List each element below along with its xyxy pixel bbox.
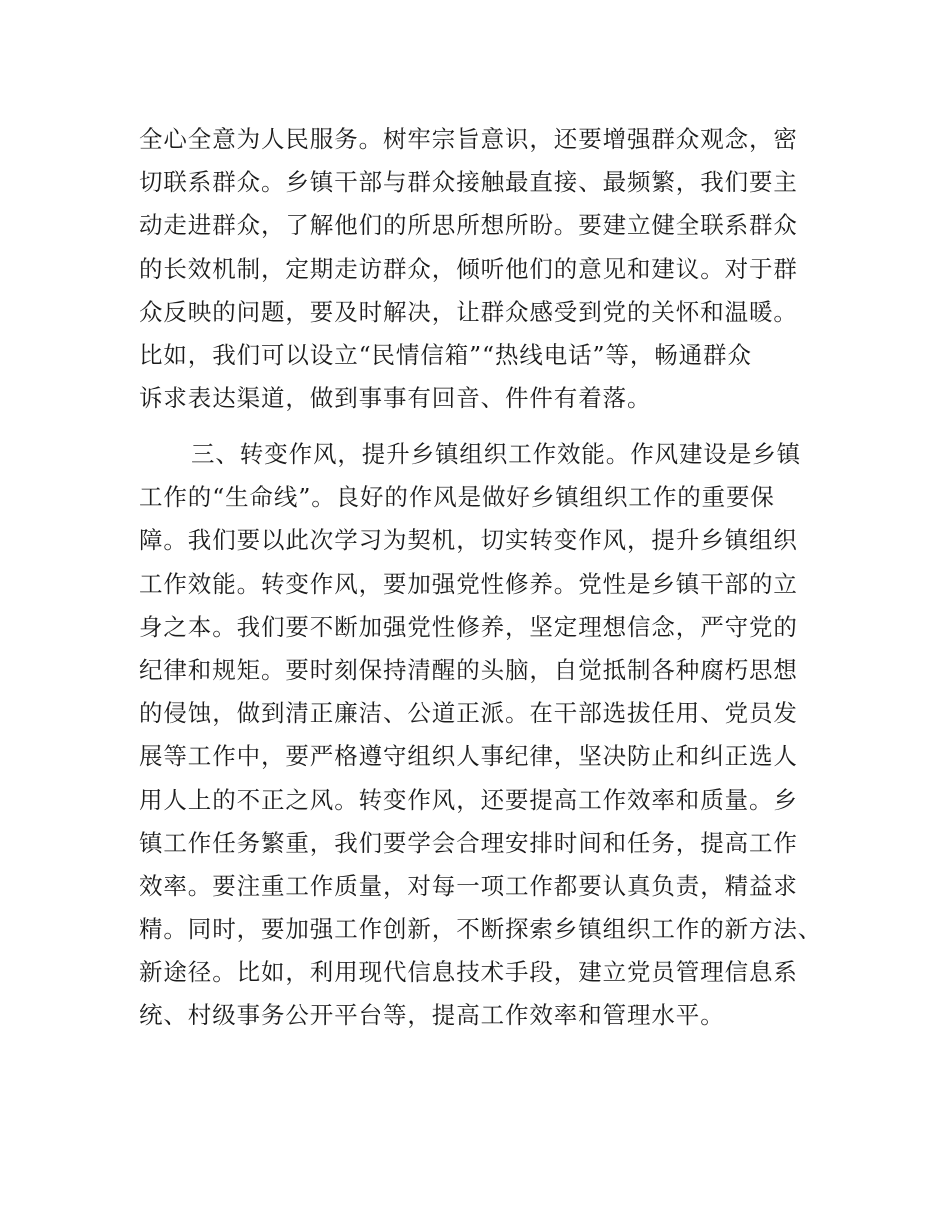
- text-line: 纪律和规矩。要时刻保持清醒的头脑，自觉抵制各种腐朽思想: [139, 655, 798, 684]
- text-line: 比如，我们可以设立“民情信箱”“热线电话”等，畅通群众: [139, 340, 752, 369]
- text-line: 障。我们要以此次学习为契机，切实转变作风，提升乡镇组织: [139, 526, 798, 555]
- text-line: 工作的“生命线”。良好的作风是做好乡镇组织工作的重要保: [139, 483, 775, 512]
- text-line: 众反映的问题，要及时解决，让群众感受到党的关怀和温暖。: [139, 297, 798, 326]
- text-line: 精。同时，要加强工作创新，不断探索乡镇组织工作的新方法、: [139, 915, 823, 944]
- text-line: 新途径。比如，利用现代信息技术手段，建立党员管理信息系: [139, 958, 798, 987]
- paragraph-1: [139, 118, 819, 420]
- text-line-indented: 三、转变作风，提升乡镇组织工作效能。作风建设是乡镇: [191, 440, 801, 468]
- paragraph-2: [139, 433, 823, 1038]
- text-line: 的长效机制，定期走访群众，倾听他们的意见和建议。对于群: [139, 254, 798, 283]
- text-line: 身之本。我们要不断加强党性修养，坚定理想信念，严守党的: [139, 612, 798, 641]
- text-line: 诉求表达渠道，做到事事有回音、件件有着落。: [139, 384, 652, 413]
- text-line: 的侵蚀，做到清正廉洁、公道正派。在干部选拔任用、党员发: [139, 699, 798, 728]
- text-line: 切联系群众。乡镇干部与群众接触最直接、最频繁，我们要主: [139, 168, 798, 197]
- text-line: 用人上的不正之风。转变作风，还要提高工作效率和质量。乡: [139, 785, 798, 814]
- text-line: 效率。要注重工作质量，对每一项工作都要认真负责，精益求: [139, 871, 798, 900]
- text-line: 动走进群众，了解他们的所思所想所盼。要建立健全联系群众: [139, 211, 798, 240]
- text-line: 展等工作中，要严格遵守组织人事纪律，坚决防止和纠正选人: [139, 742, 798, 771]
- text-line: 工作效能。转变作风，要加强党性修养。党性是乡镇干部的立: [139, 569, 798, 598]
- text-line: 全心全意为人民服务。树牢宗旨意识，还要增强群众观念，密: [139, 125, 798, 153]
- text-line: 统、村级事务公开平台等，提高工作效率和管理水平。: [139, 1001, 725, 1030]
- text-line: 镇工作任务繁重，我们要学会合理安排时间和任务，提高工作: [139, 828, 798, 857]
